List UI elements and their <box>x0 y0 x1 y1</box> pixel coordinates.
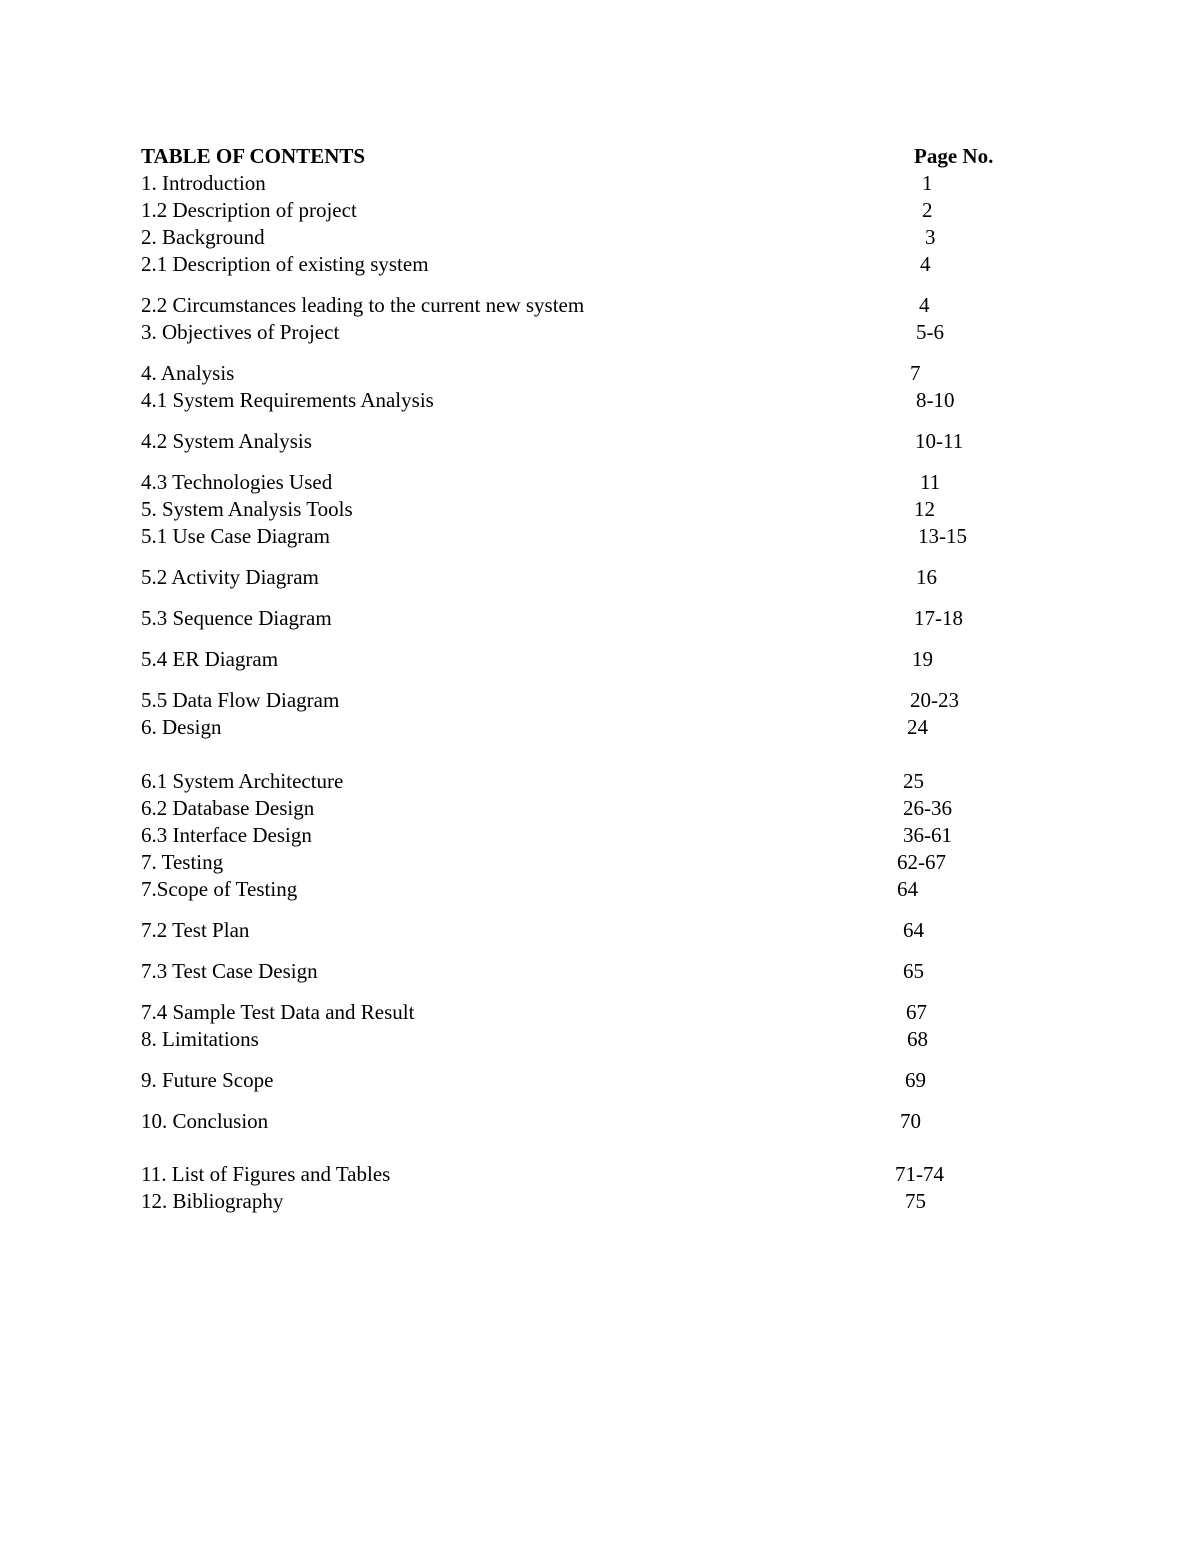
toc-entry-page: 24 <box>907 715 928 739</box>
toc-entry-page: 10-11 <box>915 429 964 453</box>
toc-entry-label: 4. Analysis <box>141 361 235 385</box>
toc-entry <box>0 387 1200 414</box>
toc-entry-page: 69 <box>905 1068 926 1092</box>
toc-entry-page: 7 <box>910 361 921 385</box>
toc-entry <box>0 687 1200 714</box>
toc-entry <box>0 224 1200 251</box>
toc-entry-page: 75 <box>905 1189 926 1213</box>
toc-entry-label: 2. Background <box>141 225 265 249</box>
toc-entry-page: 17-18 <box>914 606 963 630</box>
toc-entry-label: 7.4 Sample Test Data and Result <box>141 1000 415 1024</box>
toc-entry <box>0 360 1200 387</box>
toc-entry-label: 5.4 ER Diagram <box>141 647 279 671</box>
toc-entry-page: 70 <box>900 1109 921 1133</box>
toc-entry <box>0 876 1200 903</box>
toc-entry <box>0 714 1200 741</box>
toc-entry <box>0 768 1200 795</box>
toc-entry-label: 6.1 System Architecture <box>141 769 344 793</box>
toc-entry <box>0 319 1200 346</box>
toc-entry-page: 65 <box>903 959 924 983</box>
toc-entry <box>0 1026 1200 1053</box>
toc-entry-page: 2 <box>922 198 933 222</box>
toc-entry-page: 4 <box>920 252 931 276</box>
toc-entry-page: 4 <box>919 293 930 317</box>
toc-entry-page: 64 <box>897 877 918 901</box>
toc-entry <box>0 849 1200 876</box>
toc-entry <box>0 822 1200 849</box>
toc-entry-page: 8-10 <box>916 388 955 412</box>
toc-entry-label: 9. Future Scope <box>141 1068 274 1092</box>
toc-entry <box>0 795 1200 822</box>
toc-entry <box>0 917 1200 944</box>
toc-entry-label: 12. Bibliography <box>141 1189 284 1213</box>
toc-entry-label: 11. List of Figures and Tables <box>141 1162 391 1186</box>
toc-entry <box>0 170 1200 197</box>
toc-entry-label: 3. Objectives of Project <box>141 320 340 344</box>
toc-entry-page: 13-15 <box>918 524 967 548</box>
toc-entry <box>0 292 1200 319</box>
toc-entry-page: 68 <box>907 1027 928 1051</box>
toc-entry-label: 4.1 System Requirements Analysis <box>141 388 434 412</box>
toc-entry <box>0 605 1200 632</box>
toc-entry-page: 11 <box>920 470 941 494</box>
toc-entry-page: 71-74 <box>895 1162 944 1186</box>
toc-entry-page: 26-36 <box>903 796 952 820</box>
toc-entry-page: 67 <box>906 1000 927 1024</box>
toc-entry-page: 36-61 <box>903 823 952 847</box>
toc-entry <box>0 646 1200 673</box>
toc-entry <box>0 1067 1200 1094</box>
toc-entry-label: 5.2 Activity Diagram <box>141 565 319 589</box>
toc-entry <box>0 564 1200 591</box>
toc-entry-label: 6.2 Database Design <box>141 796 315 820</box>
toc-entry-page: 64 <box>903 918 924 942</box>
toc-entry-label: 5.5 Data Flow Diagram <box>141 688 340 712</box>
toc-entry <box>0 1161 1200 1188</box>
toc-entry-label: 6.3 Interface Design <box>141 823 312 847</box>
toc-entry-label: 4.2 System Analysis <box>141 429 312 453</box>
toc-entry-page: 19 <box>912 647 933 671</box>
toc-entry-label: 10. Conclusion <box>141 1109 269 1133</box>
toc-entry-page: 5-6 <box>916 320 944 344</box>
toc-entry-page: 25 <box>903 769 924 793</box>
toc-entry <box>0 469 1200 496</box>
toc-entry-label: 1. Introduction <box>141 171 266 195</box>
toc-entry-label: 1.2 Description of project <box>141 198 357 222</box>
toc-entry-label: 6. Design <box>141 715 222 739</box>
toc-entry-page: 12 <box>914 497 935 521</box>
toc-entry-page: 1 <box>922 171 933 195</box>
toc-entry <box>0 251 1200 278</box>
toc-entry <box>0 1108 1200 1135</box>
toc-entry <box>0 958 1200 985</box>
toc-title: TABLE OF CONTENTS <box>141 144 366 168</box>
toc-entry-label: 7. Testing <box>141 850 224 874</box>
toc-entry-label: 5.1 Use Case Diagram <box>141 524 330 548</box>
toc-entry-label: 5. System Analysis Tools <box>141 497 353 521</box>
toc-entry-label: 8. Limitations <box>141 1027 259 1051</box>
toc-entry-label: 7.3 Test Case Design <box>141 959 318 983</box>
toc-entry-label: 7.2 Test Plan <box>141 918 250 942</box>
toc-entry <box>0 197 1200 224</box>
toc-entry-label: 7.Scope of Testing <box>141 877 298 901</box>
toc-entry-label: 5.3 Sequence Diagram <box>141 606 332 630</box>
toc-entry <box>0 428 1200 455</box>
toc-entry-page: 20-23 <box>910 688 959 712</box>
toc-entry-label: 4.3 Technologies Used <box>141 470 333 494</box>
toc-entry-label: 2.2 Circumstances leading to the current new system <box>141 293 585 317</box>
toc-entry <box>0 523 1200 550</box>
toc-entry-page: 3 <box>925 225 936 249</box>
toc-entry-label: 2.1 Description of existing system <box>141 252 429 276</box>
page-number-header: Page No. <box>914 144 994 168</box>
toc-entry <box>0 999 1200 1026</box>
toc-entry <box>0 496 1200 523</box>
toc-header <box>0 143 1200 170</box>
toc-entry-page: 16 <box>916 565 937 589</box>
toc-entry-page: 62-67 <box>897 850 946 874</box>
toc-entry <box>0 1188 1200 1215</box>
